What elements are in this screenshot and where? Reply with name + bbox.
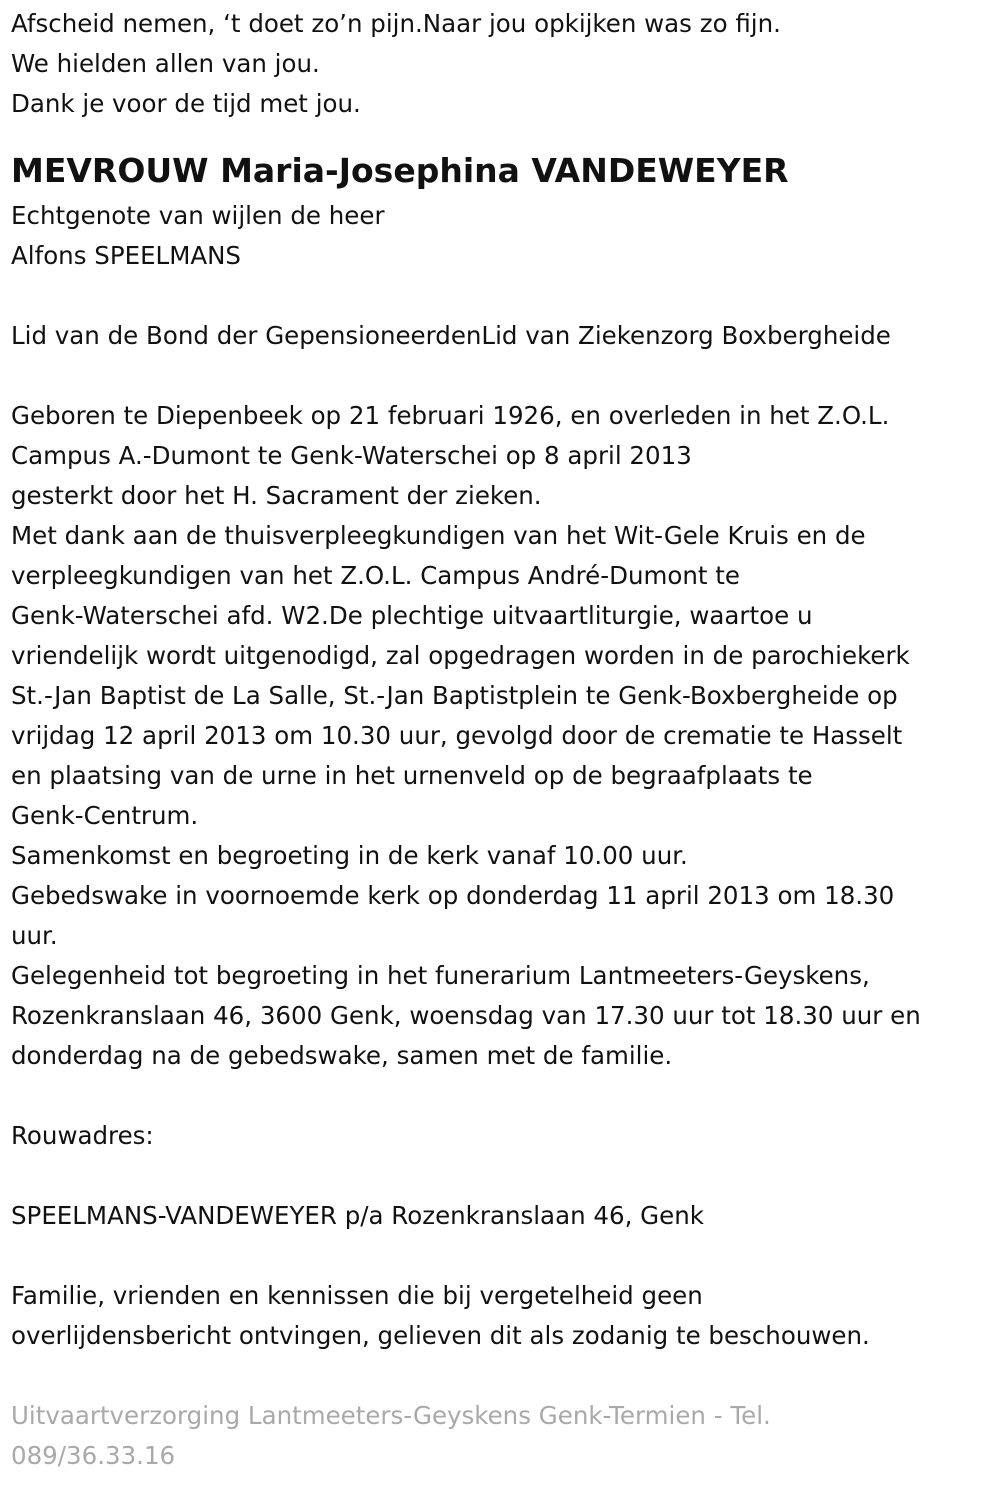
body-line: uur.	[11, 921, 58, 950]
body-line: vrijdag 12 april 2013 om 10.30 uur, gevolgd door de crematie te Hasselt	[11, 721, 903, 750]
funeral-home-footer	[11, 1396, 988, 1476]
spouse-line: Echtgenote van wijlen de heer	[11, 201, 385, 230]
body-line: verpleegkundigen van het Z.O.L. Campus André-Dumont te	[11, 561, 740, 590]
footer-line: Uitvaartverzorging Lantmeeters-Geyskens Genk-Termien - Tel.	[11, 1401, 771, 1430]
spouse-line: Alfons SPEELMANS	[11, 241, 241, 270]
poem-line: Afscheid nemen, ‘t doet zo’n pijn.Naar jou opkijken was zo fijn.	[11, 9, 781, 38]
spouse-info	[11, 196, 988, 276]
body-line: Gebedswake in voornoemde kerk op donderdag 11 april 2013 om 18.30	[11, 881, 895, 910]
body-line: Genk-Waterschei afd. W2.De plechtige uitvaartliturgie, waartoe u	[11, 601, 813, 630]
body-line: Campus A.-Dumont te Genk-Waterschei op 8 april 2013	[11, 441, 692, 470]
body-line: Genk-Centrum.	[11, 801, 199, 830]
deceased-name: MEVROUW Maria-Josephina VANDEWEYER	[11, 151, 789, 190]
obituary-body	[11, 396, 988, 1076]
body-line: Gelegenheid tot begroeting in het funerarium Lantmeeters-Geyskens,	[11, 961, 870, 990]
poem-line: Dank je voor de tijd met jou.	[11, 89, 361, 118]
footer-line: 089/36.33.16	[11, 1441, 176, 1470]
body-line: St.-Jan Baptist de La Salle, St.-Jan Baptistplein te Genk-Boxbergheide op	[11, 681, 898, 710]
body-line: Met dank aan de thuisverpleegkundigen van het Wit-Gele Kruis en de	[11, 521, 866, 550]
mourning-address: SPEELMANS-VANDEWEYER p/a Rozenkranslaan 46, Genk	[11, 1201, 704, 1230]
membership: Lid van de Bond der GepensioneerdenLid van Ziekenzorg Boxbergheide	[11, 321, 891, 350]
poem-line: We hielden allen van jou.	[11, 49, 320, 78]
poem	[11, 4, 988, 124]
notice-line: overlijdensbericht ontvingen, gelieven dit als zodanig te beschouwen.	[11, 1321, 870, 1350]
notice	[11, 1276, 988, 1356]
body-line: donderdag na de gebedswake, samen met de familie.	[11, 1041, 673, 1070]
body-line: Rozenkranslaan 46, 3600 Genk, woensdag van 17.30 uur tot 18.30 uur en	[11, 1001, 921, 1030]
body-line: Geboren te Diepenbeek op 21 februari 1926, en overleden in het Z.O.L.	[11, 401, 890, 430]
body-line: Samenkomst en begroeting in de kerk vanaf 10.00 uur.	[11, 841, 688, 870]
body-line: en plaatsing van de urne in het urnenveld op de begraafplaats te	[11, 761, 813, 790]
body-line: gesterkt door het H. Sacrament der zieken.	[11, 481, 542, 510]
body-line: vriendelijk wordt uitgenodigd, zal opgedragen worden in de parochiekerk	[11, 641, 910, 670]
notice-line: Familie, vrienden en kennissen die bij vergetelheid geen	[11, 1281, 703, 1310]
address-label: Rouwadres:	[11, 1121, 154, 1150]
